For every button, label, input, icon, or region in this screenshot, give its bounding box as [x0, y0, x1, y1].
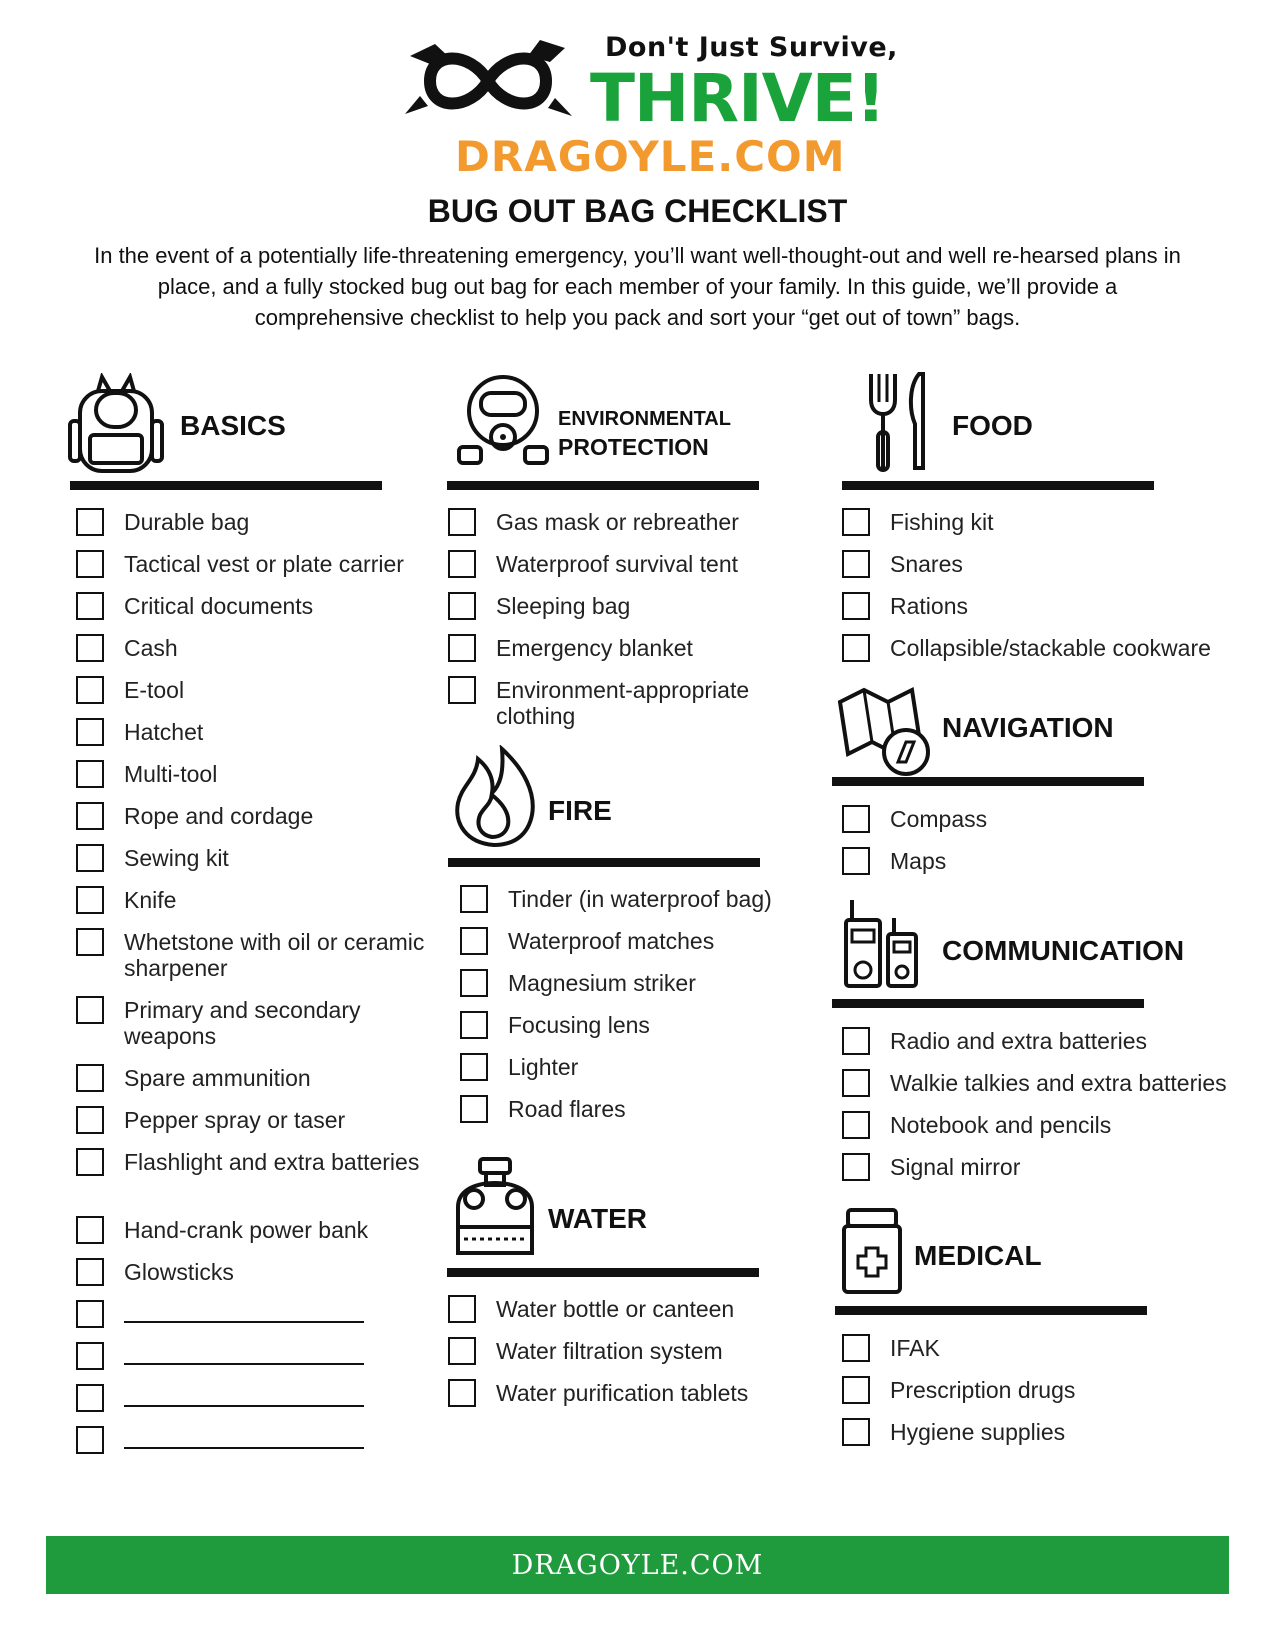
checkbox[interactable] [842, 1376, 870, 1404]
checkbox[interactable] [76, 676, 104, 704]
checklist-item [76, 635, 426, 677]
checklist-item-label: Rations [890, 593, 968, 619]
checklist-item-label: Glowsticks [124, 1259, 234, 1285]
checkbox[interactable] [460, 927, 488, 955]
checkbox[interactable] [842, 805, 870, 833]
checkbox[interactable] [76, 592, 104, 620]
checkbox[interactable] [842, 1027, 870, 1055]
checkbox[interactable] [76, 1300, 104, 1328]
checklist-item [842, 1377, 1242, 1419]
checklist-item-label: Focusing lens [508, 1012, 650, 1038]
checklist-item [842, 635, 1262, 677]
checklist-item [76, 1065, 426, 1107]
checklist-item-label: Magnesium striker [508, 970, 696, 996]
communication-checklist [842, 1028, 1262, 1196]
checkbox[interactable] [76, 760, 104, 788]
checklist-item [76, 1259, 426, 1301]
checkbox[interactable] [76, 718, 104, 746]
checklist-item-label: Water filtration system [496, 1338, 723, 1364]
checkbox[interactable] [448, 592, 476, 620]
section-divider [70, 481, 382, 490]
section-title-navigation: NAVIGATION [942, 712, 1114, 743]
header-site: DRAGOYLE.COM [455, 132, 846, 181]
checkbox[interactable] [842, 1069, 870, 1097]
checklist-item-label: Sewing kit [124, 845, 229, 871]
dragon-infinity-logo [400, 36, 575, 126]
fork-knife-icon [865, 370, 935, 474]
checklist-item [76, 1107, 426, 1149]
medicine-bottle-icon [842, 1208, 902, 1294]
write-in-line[interactable] [124, 1385, 364, 1407]
checklist-item [76, 551, 426, 593]
checklist-item [448, 677, 788, 745]
checkbox[interactable] [76, 1216, 104, 1244]
checklist-item-label: Spare ammunition [124, 1065, 311, 1091]
checklist-item [448, 593, 788, 635]
checklist-item-label: Waterproof survival tent [496, 551, 739, 577]
checkbox[interactable] [448, 1295, 476, 1323]
write-in-line[interactable] [124, 1301, 364, 1323]
header-headline: THRIVE! [590, 60, 885, 137]
checkbox[interactable] [76, 1342, 104, 1370]
section-divider [448, 858, 760, 867]
checklist-item [76, 997, 426, 1065]
checklist-item-label: Signal mirror [890, 1154, 1021, 1180]
checklist-item-label: Prescription drugs [890, 1377, 1076, 1403]
basics-checklist [76, 509, 426, 1469]
section-title-communication: COMMUNICATION [942, 935, 1185, 966]
checkbox[interactable] [448, 508, 476, 536]
checklist-item-label: Road flares [508, 1096, 626, 1122]
checklist-item-label: Notebook and pencils [890, 1112, 1112, 1138]
header-tagline: Don't Just Survive, [605, 32, 898, 63]
footer-bar [46, 1536, 1229, 1594]
fire-checklist [460, 886, 800, 1138]
checklist-item [460, 886, 800, 928]
checklist-item-label: Lighter [508, 1054, 579, 1080]
checklist-item [76, 1217, 426, 1259]
blank-checklist-item [76, 1301, 426, 1343]
section-title-basics: BASICS [180, 410, 286, 441]
section-divider [832, 999, 1144, 1008]
checklist-item-label: Hatchet [124, 719, 204, 745]
checklist-item-label: Hand-crank power bank [124, 1217, 369, 1243]
checklist-item [448, 1296, 788, 1338]
radio-icon [842, 898, 922, 990]
checkbox[interactable] [842, 1111, 870, 1139]
checklist-item [460, 1012, 800, 1054]
environmental-checklist [448, 509, 788, 745]
checklist-item [76, 719, 426, 761]
checklist-item [460, 928, 800, 970]
write-in-line[interactable] [124, 1427, 364, 1449]
checkbox[interactable] [448, 550, 476, 578]
checklist-item-label: Fishing kit [890, 509, 994, 535]
checkbox[interactable] [76, 886, 104, 914]
checklist-item [842, 1028, 1262, 1070]
food-checklist [842, 509, 1262, 677]
checkbox[interactable] [460, 1095, 488, 1123]
checklist-item-label: Walkie talkies and extra batteries [890, 1070, 1227, 1096]
page-title: BUG OUT BAG CHECKLIST [427, 193, 848, 229]
checkbox[interactable] [460, 1011, 488, 1039]
section-divider [835, 1306, 1147, 1315]
checklist-item-label: Tactical vest or plate carrier [124, 551, 404, 577]
checklist-item [76, 593, 426, 635]
checklist-item [76, 677, 426, 719]
checklist-item [842, 1419, 1242, 1461]
checklist-item [448, 635, 788, 677]
checklist-item-label: Pepper spray or taser [124, 1107, 346, 1133]
checklist-item-label: Critical documents [124, 593, 314, 619]
section-divider [447, 481, 759, 490]
checklist-item [76, 1149, 426, 1217]
checklist-item [842, 806, 1242, 848]
checklist-item-label: Snares [890, 551, 963, 577]
checklist-item [460, 1096, 800, 1138]
checklist-item [76, 803, 426, 845]
checklist-item [76, 761, 426, 803]
checkbox[interactable] [842, 508, 870, 536]
section-divider [447, 1268, 759, 1277]
checklist-item-label: Whetstone with oil or ceramic sharpener [124, 929, 425, 981]
checklist-item [448, 509, 788, 551]
checklist-item [448, 551, 788, 593]
checkbox[interactable] [842, 550, 870, 578]
checklist-item-label: Cash [124, 635, 178, 661]
section-title-medical: MEDICAL [914, 1240, 1042, 1271]
checklist-item [76, 845, 426, 887]
checkbox[interactable] [76, 1384, 104, 1412]
checklist-item [460, 1054, 800, 1096]
checklist-item-label: Collapsible/stackable cookware [890, 635, 1211, 661]
environmental-title-line1: ENVIRONMENTAL [558, 408, 731, 430]
checklist-item [842, 1335, 1242, 1377]
checklist-item-label: Primary and secondary weapons [124, 997, 361, 1049]
checkbox[interactable] [76, 634, 104, 662]
write-in-line[interactable] [124, 1343, 364, 1365]
section-title-food: FOOD [952, 410, 1033, 441]
checkbox[interactable] [76, 802, 104, 830]
medical-checklist [842, 1335, 1242, 1461]
checkbox[interactable] [76, 844, 104, 872]
checklist-item [460, 970, 800, 1012]
checkbox[interactable] [842, 1153, 870, 1181]
water-checklist [448, 1296, 788, 1422]
blank-checklist-item [76, 1427, 426, 1469]
checklist-item-label: Multi-tool [124, 761, 218, 787]
checklist-item-label: Tinder (in waterproof bag) [508, 886, 772, 912]
checklist-item [842, 848, 1242, 890]
blank-checklist-item [76, 1385, 426, 1427]
checklist-item [76, 509, 426, 551]
checkbox[interactable] [76, 928, 104, 956]
checkbox[interactable] [460, 969, 488, 997]
checklist-item-label: Durable bag [124, 509, 250, 535]
gas-mask-icon [455, 373, 551, 473]
section-title-water: WATER [548, 1203, 648, 1234]
checkbox[interactable] [460, 885, 488, 913]
checkbox[interactable] [76, 996, 104, 1024]
checklist-item [448, 1338, 788, 1380]
checklist-item [842, 593, 1262, 635]
checklist-item-label: Compass [890, 806, 988, 832]
checkbox[interactable] [76, 508, 104, 536]
checklist-item [76, 887, 426, 929]
checkbox[interactable] [76, 1258, 104, 1286]
canteen-icon [452, 1157, 538, 1261]
navigation-checklist [842, 806, 1242, 890]
checklist-item-label: Rope and cordage [124, 803, 314, 829]
checkbox[interactable] [842, 1418, 870, 1446]
section-title-fire: FIRE [548, 795, 612, 826]
checklist-item-label: Flashlight and extra batteries [124, 1149, 420, 1175]
checklist-item-label: Environment-appropriate clothing [496, 677, 750, 729]
checklist-item [448, 1380, 788, 1422]
checklist-item-label: Gas mask or rebreather [496, 509, 739, 535]
checkbox[interactable] [76, 550, 104, 578]
checklist-item-label: Emergency blanket [496, 635, 693, 661]
checkbox[interactable] [842, 634, 870, 662]
checkbox[interactable] [842, 1334, 870, 1362]
checklist-item [842, 1154, 1262, 1196]
checklist-item [842, 551, 1262, 593]
flame-icon [452, 745, 538, 849]
checkbox[interactable] [76, 1148, 104, 1176]
checklist-item-label: Water purification tablets [496, 1380, 749, 1406]
checkbox[interactable] [448, 1337, 476, 1365]
section-divider [842, 481, 1154, 490]
section-title-environmental [558, 405, 731, 461]
checklist-item [842, 509, 1262, 551]
checkbox[interactable] [460, 1053, 488, 1081]
environmental-title-line2: PROTECTION [558, 434, 709, 460]
section-divider [832, 777, 1144, 786]
checklist-item-label: Sleeping bag [496, 593, 631, 619]
checklist-item [842, 1112, 1262, 1154]
checkbox[interactable] [448, 1379, 476, 1407]
checklist-item-label: IFAK [890, 1335, 940, 1361]
checklist-item-label: Knife [124, 887, 177, 913]
checklist-item-label: Water bottle or canteen [496, 1296, 735, 1322]
checklist-item [842, 1070, 1262, 1112]
intro-paragraph: In the event of a potentially life-threatening emergency, you’ll want well-thought-out and well re-hearsed plans in place, and a fully stocked bug out bag for each member of your family. In this guide, we’ll provide a comprehensive checklist to help you pack and sort your “get out of town” bags. [94, 243, 1181, 330]
checkbox[interactable] [76, 1064, 104, 1092]
checkbox[interactable] [842, 592, 870, 620]
checklist-item-label: Hygiene supplies [890, 1419, 1066, 1445]
checkbox[interactable] [448, 676, 476, 704]
checklist-item-label: Waterproof matches [508, 928, 715, 954]
blank-checklist-item [76, 1343, 426, 1385]
checklist-item [76, 929, 426, 997]
checkbox[interactable] [76, 1106, 104, 1134]
checklist-item-label: Maps [890, 848, 947, 874]
map-compass-icon [836, 682, 932, 778]
checklist-item-label: E-tool [124, 677, 185, 703]
checkbox[interactable] [76, 1426, 104, 1454]
footer-site-link[interactable]: DRAGOYLE.COM [511, 1550, 764, 1581]
checkbox[interactable] [842, 847, 870, 875]
checklist-item-label: Radio and extra batteries [890, 1028, 1147, 1054]
backpack-icon [68, 373, 164, 473]
checkbox[interactable] [448, 634, 476, 662]
